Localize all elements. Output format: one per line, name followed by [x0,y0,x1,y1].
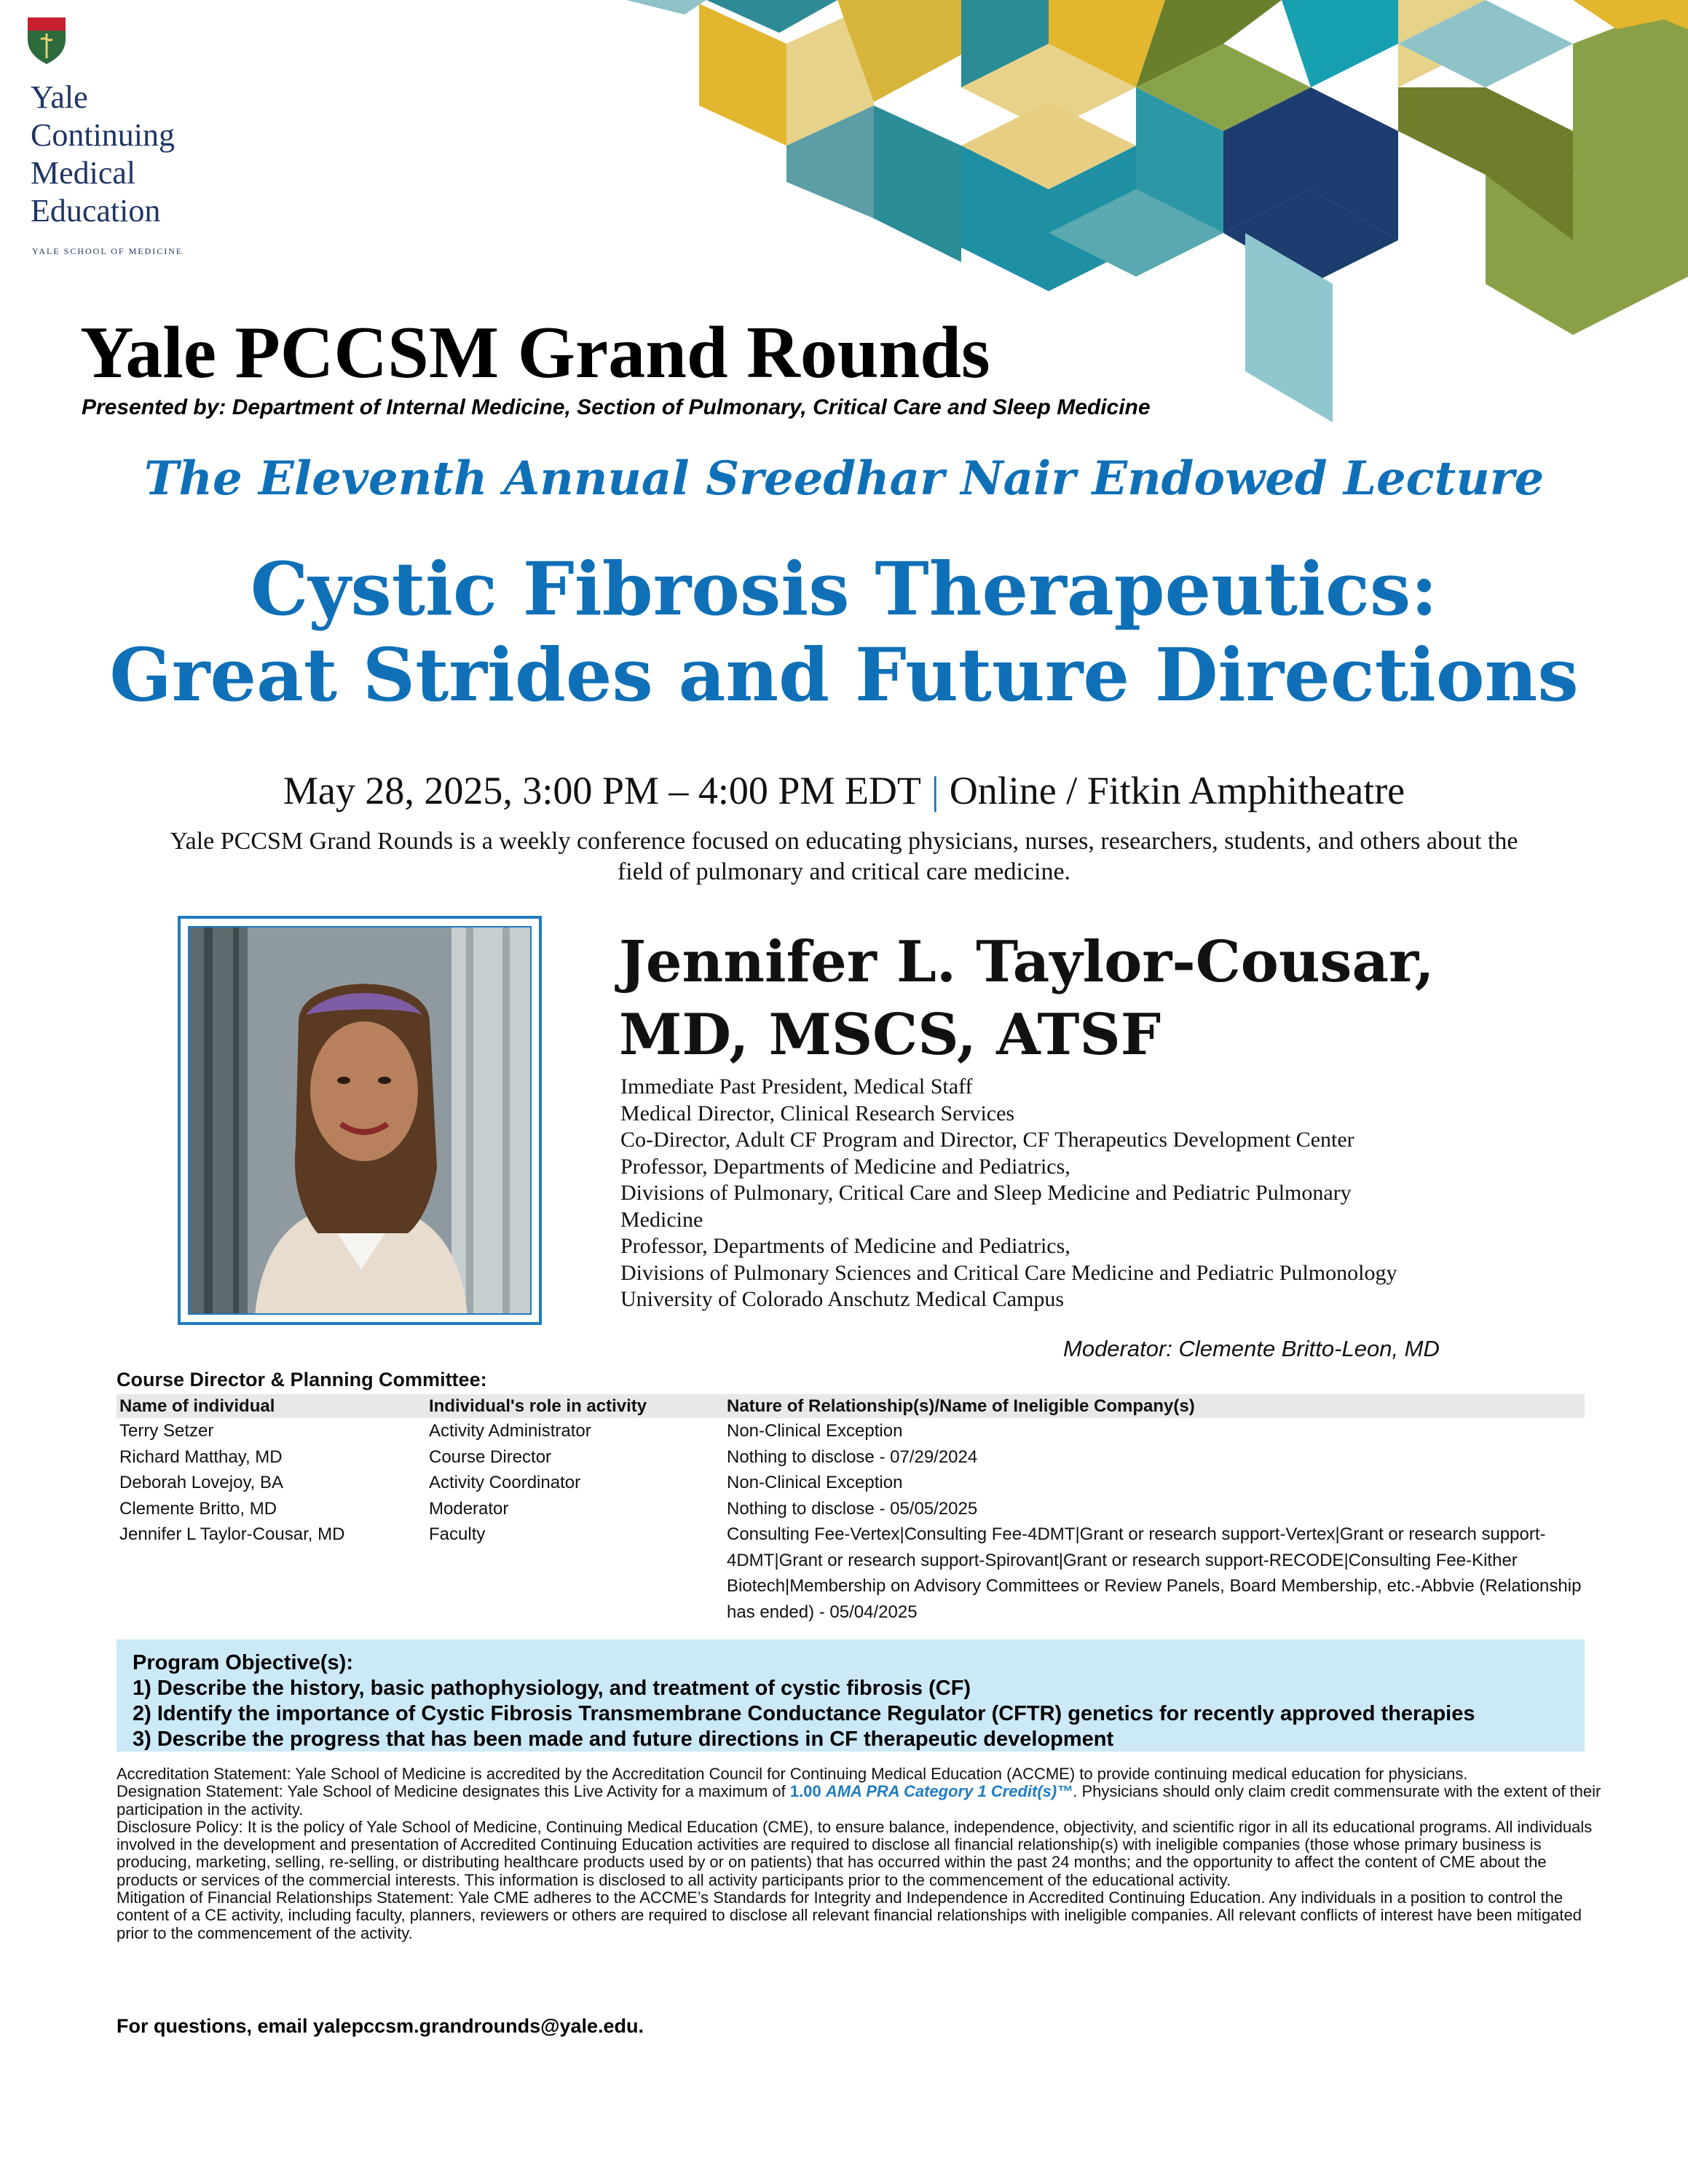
talk-title-line-1: Cystic Fibrosis Therapeutics: [250,546,1438,632]
committee-table [117,1394,1585,1625]
event-date-time: May 28, 2025, 3:00 PM – 4:00 PM EDT [283,769,921,812]
objective-item: 3) Describe the progress that has been made and future directions in CF therapeutic development [133,1728,1114,1751]
speaker-title-line: Professor, Departments of Medicine and Pediatrics, [620,1154,1070,1179]
event-location: Online / Fitkin Amphitheatre [949,769,1405,812]
logo-line-2: Continuing [31,117,175,153]
logo-line-4: Education [31,193,161,229]
table-row [117,1444,1585,1471]
committee-title: Course Director & Planning Committee: [117,1369,487,1390]
accreditation-statement: Accreditation Statement: Yale School of Medicine is accredited by the Accreditation Council for Continuing Medical Education (ACCME) to provide continuing medical education for physicians. [117,1765,1468,1783]
speaker-title-line: Immediate Past President, Medical Staff [620,1075,973,1099]
objective-item: 2) Identify the importance of Cystic Fibrosis Transmembrane Conductance Regulator (CFTR) genetics for recently approved therapies [133,1702,1475,1725]
table-row [117,1418,1585,1444]
event-date-location [0,768,1688,813]
table-cell: Terry Setzer [119,1421,214,1441]
logo-line-3: Medical [31,155,136,191]
speaker-title-line: Medical Director, Clinical Research Services [620,1101,1015,1125]
fine-print [117,1765,1609,1942]
designation-statement: Designation Statement: Yale School of Medicine designates this Live Activity for a maximum of 1.00 AMA PRA Category 1 Credit(s)™. Physicians should only claim credit commensurate with the extent of their participation in the activity. [117,1782,1601,1819]
program-objectives [117,1639,1585,1752]
table-cell: Activity Coordinator [429,1473,581,1492]
table-cell: Jennifer L Taylor-Cousar, MD [119,1524,345,1544]
logo-subtitle: YALE SCHOOL OF MEDICINE [32,246,184,256]
speaker-name-line-2: MD, MSCS, ATSF [619,1002,1162,1068]
speaker-name-line-1: Jennifer L. Taylor-Cousar, [619,929,1435,995]
separator: | [931,769,939,812]
table-row [117,1522,1585,1625]
speaker-title-line: Divisions of Pulmonary, Critical Care and Sleep Medicine and Pediatric Pulmonary [620,1181,1352,1205]
table-cell: Clemente Britto, MD [119,1498,277,1519]
page-title: Yale PCCSM Grand Rounds [80,312,990,394]
table-cell: Faculty [429,1524,486,1544]
table-cell: Moderator [429,1498,509,1519]
yale-cme-logo [22,15,226,262]
disclosure-policy: Disclosure Policy: It is the policy of Yale School of Medicine, Continuing Medical Education (CME), to ensure balance, independence, objectivity, and scientific rigor in all its educational programs. All individuals involved in the development and presentation of Accredited Continuing Education activities are required to disclose all financial relationship(s) with ineligible companies (those whose primary business is producing, marketing, selling, re-selling, or distributing healthcare products used by or on patients) that has occurred within the past 24 months; and the opportunity to affect the content of CME about the products or services of the commercial interests. This information is disclosed to all activity participants prior to the commencement of the educational activity. [117,1817,1593,1889]
speaker-title-line: Professor, Departments of Medicine and Pediatrics, [620,1234,1070,1258]
lecture-title: The Eleventh Annual Sreedhar Nair Endowed Lecture [143,451,1545,506]
event-description: Yale PCCSM Grand Rounds is a weekly conference focused on educating physicians, nurses, researchers, students, and others about the field of pulmonary and critical care medicine. [170,828,1518,885]
credit-amount: 1.00 AMA PRA Category 1 Credit(s)™ [789,1782,1073,1801]
table-cell: Richard Matthay, MD [119,1447,283,1467]
table-cell: Nothing to disclose - 07/29/2024 [727,1447,978,1467]
table-row [117,1470,1585,1496]
moderator: Moderator: Clemente Britto-Leon, MD [1063,1336,1440,1361]
speaker-title-line: Divisions of Pulmonary Sciences and Critical Care Medicine and Pediatric Pulmonology [620,1260,1397,1285]
speaker-title-line: Co-Director, Adult CF Program and Director, CF Therapeutics Development Center [620,1128,1354,1152]
table-cell: Course Director [429,1447,552,1467]
column-header: Nature of Relationship(s)/Name of Ineligible Company(s) [724,1394,1585,1418]
objectives-title: Program Objective(s): [133,1651,353,1674]
table-cell: Nothing to disclose - 05/05/2025 [727,1498,978,1519]
table-cell: Deborah Lovejoy, BA [119,1473,284,1492]
speaker-photo [178,916,542,1325]
speaker-name [619,926,1435,1072]
table-cell: Non-Clinical Exception [727,1473,903,1492]
talk-title-line-2: Great Strides and Future Directions [109,632,1579,718]
yale-shield-icon [25,15,68,66]
presented-by: Presented by: Department of Internal Medicine, Section of Pulmonary, Critical Care and Sleep Medicine [82,395,1151,419]
table-cell: Consulting Fee-Vertex|Consulting Fee-4DMT|Grant or research support-Vertex|Grant or research support-4DMT|Grant or research support-Spirovant|Grant or research support-RECODE|Consulting Fee-Kither Biotech|Membership on Advisory Committees or Review Panels, Board Membership, etc.-Abbvie (Relationship has ended) - 05/04/2025 [727,1524,1582,1622]
objective-item: 1) Describe the history, basic pathophysiology, and treatment of cystic fibrosis (CF) [133,1677,971,1700]
mitigation-statement: Mitigation of Financial Relationships Statement: Yale CME adheres to the ACCME’s Standards for Integrity and Independence in Accredited Continuing Education. Any individuals in a position to control the content of a CE activity, including faculty, planners, reviewers or others are required to disclose all relevant financial relationships with ineligible companies. All relevant conflicts of interest have been mitigated prior to the commencement of the activity. [117,1888,1582,1942]
table-cell: Activity Administrator [429,1421,591,1441]
logo-line-1: Yale [31,79,88,115]
speaker-portrait-image [189,927,532,1315]
column-header: Name of individual [117,1394,426,1418]
speaker-title-line: Medicine [620,1207,703,1232]
table-cell: Non-Clinical Exception [727,1421,903,1441]
speaker-title-line: University of Colorado Anschutz Medical Campus [620,1287,1065,1311]
table-row [117,1496,1585,1522]
column-header: Individual's role in activity [426,1394,724,1418]
contact-email: For questions, email yalepccsm.grandrounds@yale.edu. [117,2015,644,2037]
table-header-row [117,1394,1585,1418]
speaker-titles [620,1074,1567,1313]
